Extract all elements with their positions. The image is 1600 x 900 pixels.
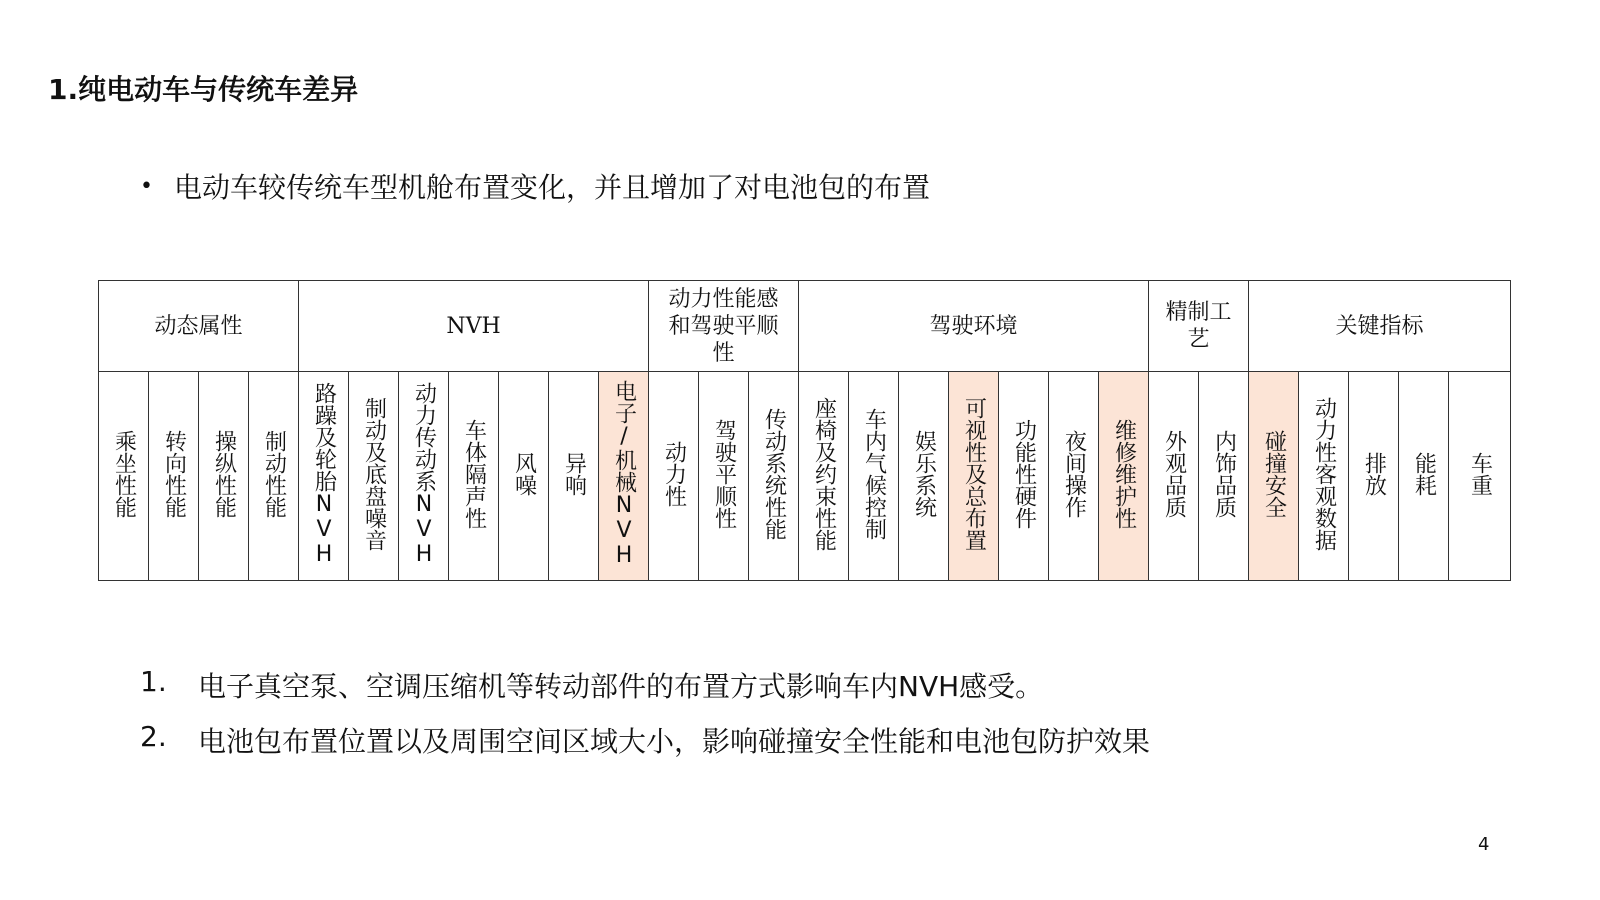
- table-cell: 异响: [549, 372, 599, 581]
- attribute-table: [98, 280, 1511, 581]
- table-cell: 动力传动系NVH: [399, 372, 449, 581]
- list-item: [140, 665, 1150, 720]
- table-cell: 转向性能: [149, 372, 199, 581]
- table-cell: 夜间操作: [1049, 372, 1099, 581]
- group-craft: 精制工艺: [1149, 281, 1249, 372]
- slide-title: 1.纯电动车与传统车差异: [48, 73, 359, 106]
- group-header-row: [99, 281, 1511, 372]
- item-row: [99, 372, 1511, 581]
- table-cell: 制动及底盘噪音: [349, 372, 399, 581]
- table-cell: 外观品质: [1149, 372, 1199, 581]
- bullet-text: 电动车较传统车型机舱布置变化，并且增加了对电池包的布置: [174, 171, 931, 204]
- table-cell-highlighted: 可视性及总布置: [949, 372, 999, 581]
- group-power: 动力性能感和驾驶平顺性: [649, 281, 799, 372]
- table-cell: 娱乐系统: [899, 372, 949, 581]
- table-cell-highlighted: 维修维护性: [1099, 372, 1149, 581]
- table-cell: 能耗: [1399, 372, 1449, 581]
- group-driving-env: 驾驶环境: [799, 281, 1149, 372]
- page-number: 4: [1478, 834, 1490, 855]
- table-cell: 内饰品质: [1199, 372, 1249, 581]
- table-cell: 制动性能: [249, 372, 299, 581]
- table-cell: 驾驶平顺性: [699, 372, 749, 581]
- list-item: [140, 720, 1150, 775]
- notes-list: [140, 665, 1150, 775]
- table-cell: 操纵性能: [199, 372, 249, 581]
- table-cell: 风噪: [499, 372, 549, 581]
- table-cell: 车体隔声性: [449, 372, 499, 581]
- table-cell: 传动系统性能: [749, 372, 799, 581]
- bullet-point: [140, 166, 930, 206]
- group-nvh: NVH: [299, 281, 649, 372]
- note-text: 电池包布置位置以及周围空间区域大小，影响碰撞安全性能和电池包防护效果: [198, 725, 1151, 758]
- table-cell: 排放: [1349, 372, 1399, 581]
- note-number: 2.: [140, 720, 167, 753]
- table-cell: 座椅及约束性能: [799, 372, 849, 581]
- table-cell: 动力性客观数据: [1299, 372, 1349, 581]
- note-number: 1.: [140, 665, 167, 698]
- table-cell: 车内气候控制: [849, 372, 899, 581]
- table-cell: 路躁及轮胎NVH: [299, 372, 349, 581]
- note-text: 电子真空泵、空调压缩机等转动部件的布置方式影响车内NVH感受。: [198, 670, 1044, 703]
- group-key-metrics: 关键指标: [1249, 281, 1511, 372]
- group-dynamic: 动态属性: [99, 281, 299, 372]
- table-cell: 乘坐性能: [99, 372, 149, 581]
- table-cell: 功能性硬件: [999, 372, 1049, 581]
- table-cell: 车重: [1449, 372, 1511, 581]
- table-cell-highlighted: 碰撞安全: [1249, 372, 1299, 581]
- bullet-icon: •: [140, 173, 153, 199]
- table-cell: 动力性: [649, 372, 699, 581]
- table-cell-highlighted: 电子/机械NVH: [599, 372, 649, 581]
